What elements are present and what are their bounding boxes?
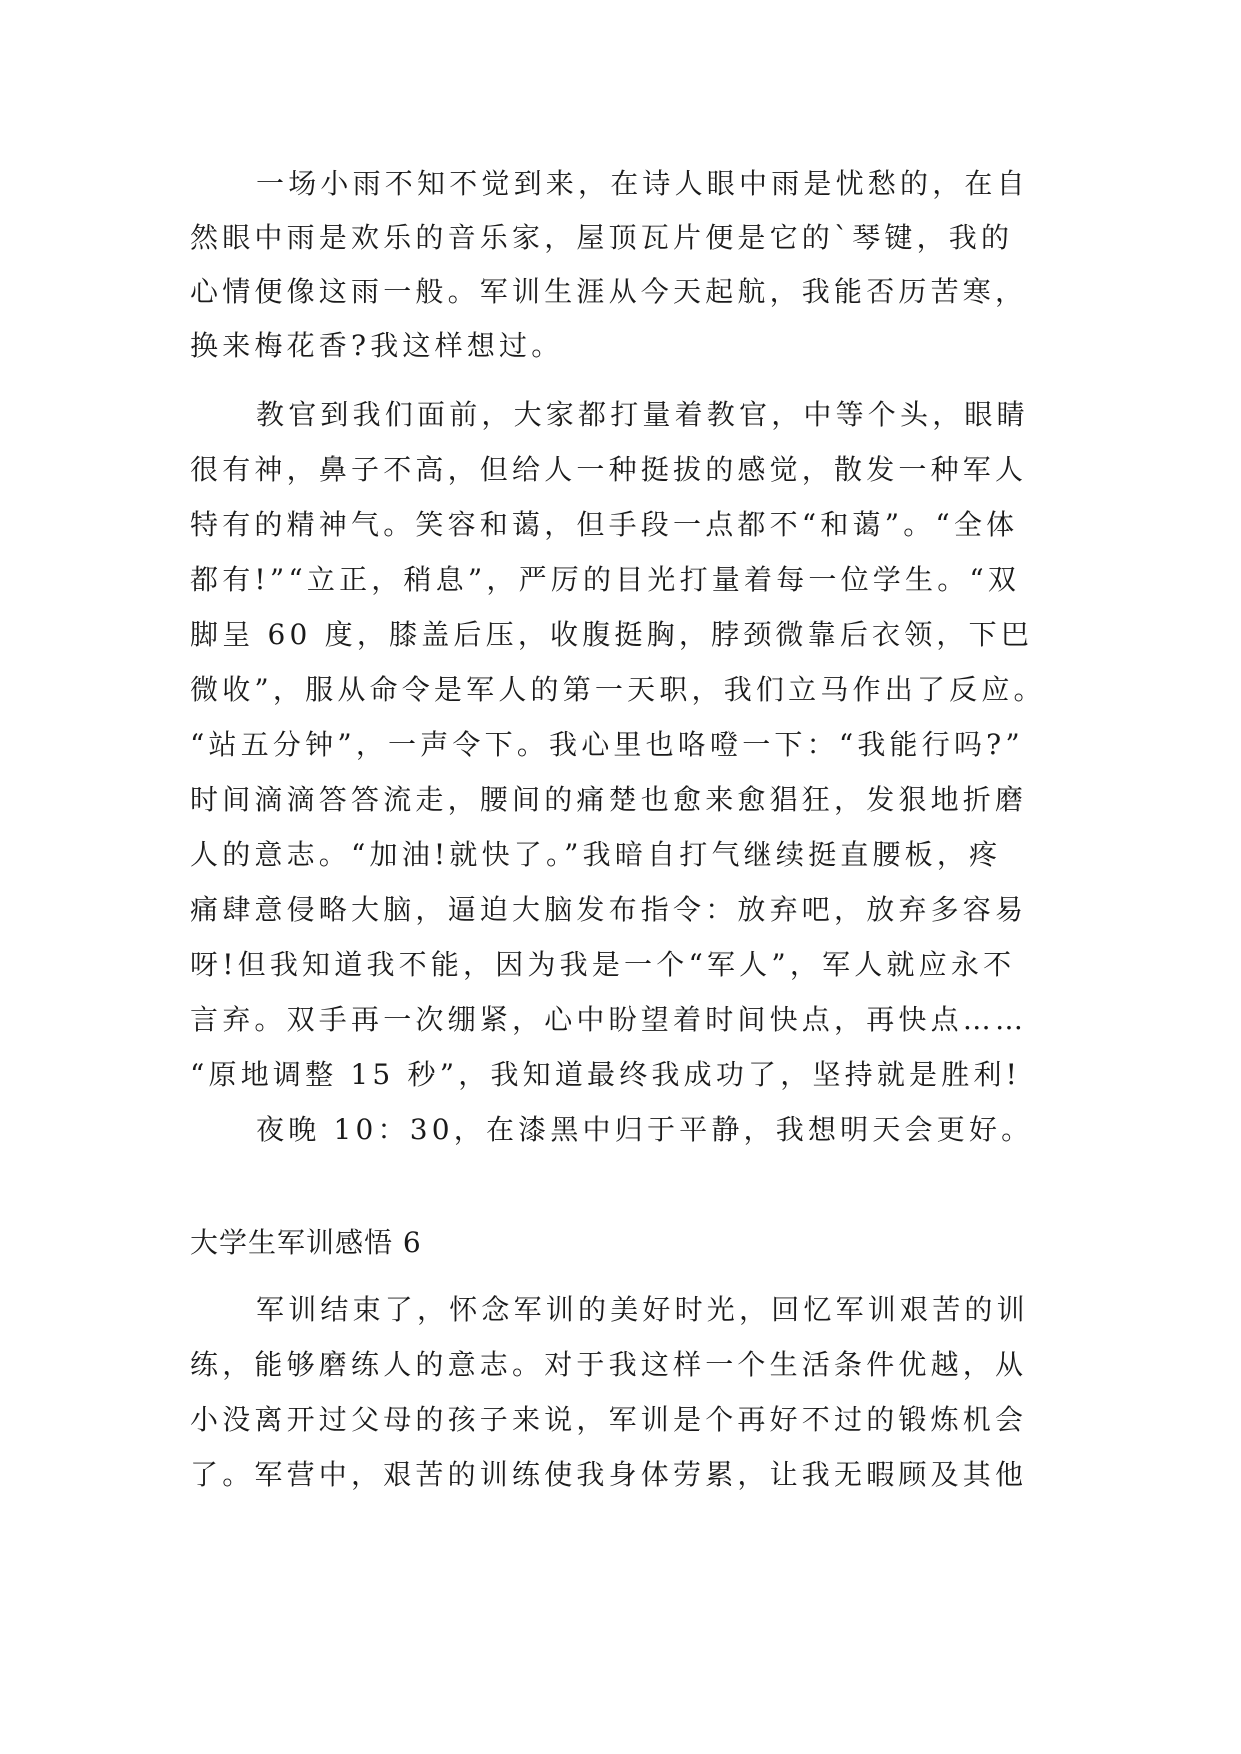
paragraph-4-line-4: 了。军营中，艰苦的训练使我身体劳累，让我无暇顾及其他: [190, 1458, 1028, 1491]
paragraph-2-line-11: 呀!但我知道我不能，因为我是一个“军人”，军人就应永不: [190, 948, 1016, 981]
paragraph-4-line-3: 小没离开过父母的孩子来说，军训是个再好不过的锻炼机会: [190, 1403, 1028, 1436]
paragraph-2-line-2: 很有神，鼻子不高，但给人一种挺拔的感觉，散发一种军人: [190, 453, 1028, 486]
paragraph-2-line-1: 教官到我们面前，大家都打量着教官，中等个头，眼睛: [256, 398, 1029, 431]
paragraph-2-line-6: 微收”，服从命令是军人的第一天职，我们立马作出了反应。: [190, 673, 1046, 706]
paragraph-4-line-1: 军训结束了，怀念军训的美好时光，回忆军训艰苦的训: [256, 1293, 1029, 1326]
paragraph-4-line-2: 练，能够磨练人的意志。对于我这样一个生活条件优越，从: [190, 1348, 1028, 1381]
paragraph-2-line-4: 都有!”“立正，稍息”，严厉的目光打量着每一位学生。“双: [190, 563, 1021, 596]
paragraph-2-line-10: 痛肆意侵略大脑，逼迫大脑发布指令：放弃吧，放弃多容易: [190, 893, 1028, 926]
paragraph-2-line-13: “原地调整 15 秒”，我知道最终我成功了，坚持就是胜利!: [190, 1058, 1022, 1091]
paragraph-2-line-3: 特有的精神气。笑容和蔼，但手段一点都不“和蔼”。“全体: [190, 508, 1019, 541]
paragraph-2-line-5: 脚呈 60 度，膝盖后压，收腹挺胸，脖颈微靠后衣领，下巴: [190, 618, 1034, 651]
paragraph-1-line-4: 换来梅花香?我这样想过。: [190, 329, 564, 362]
paragraph-1-line-2: 然眼中雨是欢乐的音乐家，屋顶瓦片便是它的`琴键，我的: [190, 221, 1014, 254]
section-heading: 大学生军训感悟 6: [190, 1226, 422, 1259]
paragraph-1-line-3: 心情便像这雨一般。军训生涯从今天起航，我能否历苦寒，: [190, 275, 1028, 308]
paragraph-2-line-12: 言弃。双手再一次绷紧，心中盼望着时间快点，再快点……: [190, 1003, 1028, 1036]
paragraph-1-line-1: 一场小雨不知不觉到来，在诗人眼中雨是忧愁的，在自: [256, 167, 1029, 200]
paragraph-3-line-1: 夜晚 10：30，在漆黑中归于平静，我想明天会更好。: [256, 1113, 1034, 1146]
paragraph-2-line-9: 人的意志。“加油!就快了。”我暗自打气继续挺直腰板，疼: [190, 838, 1002, 871]
paragraph-2-line-8: 时间滴滴答答流走，腰间的痛楚也愈来愈猖狂，发狠地折磨: [190, 783, 1028, 816]
paragraph-2-line-7: “站五分钟”，一声令下。我心里也咯噔一下：“我能行吗?”: [190, 728, 1024, 761]
